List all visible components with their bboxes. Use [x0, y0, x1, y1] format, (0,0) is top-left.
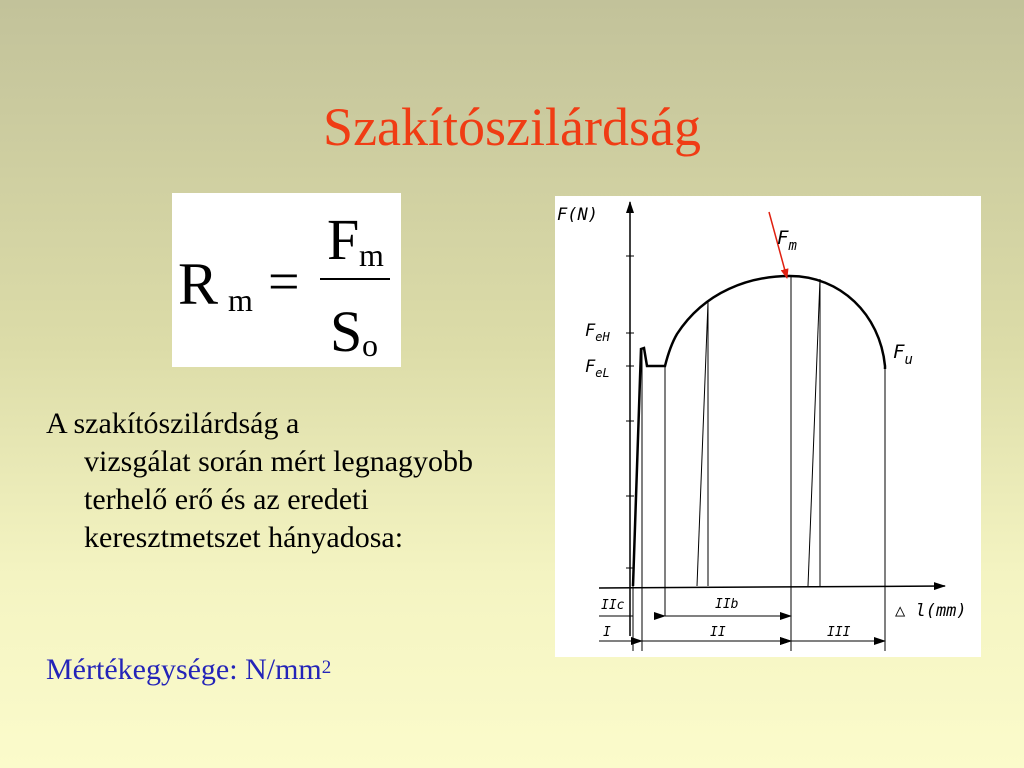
x-axis	[599, 586, 945, 588]
region-label-I: I	[603, 625, 611, 640]
fu-label: $F_u$	[893, 341, 913, 368]
formula-denominator-symbol: S	[330, 299, 363, 364]
fm-label: $F_m$	[777, 227, 797, 254]
definition-paragraph	[46, 405, 516, 557]
unit-text: Mértékegysége: N/mm	[46, 653, 322, 686]
formula-denominator-subscript: o	[362, 327, 378, 363]
formula-box	[172, 193, 401, 367]
region-label-IIb: IIb	[715, 597, 739, 612]
force-elongation-curve	[633, 276, 885, 586]
formula-numerator-subscript: m	[359, 237, 384, 273]
formula-numerator-symbol: F	[327, 207, 360, 272]
region-label-III: III	[827, 625, 851, 640]
unit-line	[46, 651, 331, 689]
x-axis-label: △ l(mm)	[895, 601, 967, 621]
fel-label: $F_{eL}$	[585, 357, 610, 380]
feh-label: $F_{eH}$	[585, 321, 610, 344]
diagram-svg	[555, 196, 981, 657]
region-label-II: II	[710, 625, 726, 640]
page-title: Szakítószilárdság	[323, 97, 701, 157]
formula-equals: =	[268, 251, 300, 313]
formula-lhs-symbol: R	[178, 251, 219, 317]
formula-lhs-subscript: m	[228, 282, 253, 318]
unit-exponent: 2	[321, 657, 332, 678]
y-axis-label: F(N)	[557, 205, 598, 225]
region-label-IIc: IIc	[601, 598, 625, 613]
definition-first-line: A szakítószilárdság a	[46, 407, 300, 440]
fraction-bar	[320, 278, 390, 280]
unloading-lines	[697, 279, 820, 586]
region-boundaries	[633, 276, 885, 651]
definition-continuation: vizsgálat során mért legnagyobb terhelő erő és az eredeti keresztmetszet hányadosa:	[84, 445, 474, 554]
stress-strain-diagram	[555, 196, 981, 657]
